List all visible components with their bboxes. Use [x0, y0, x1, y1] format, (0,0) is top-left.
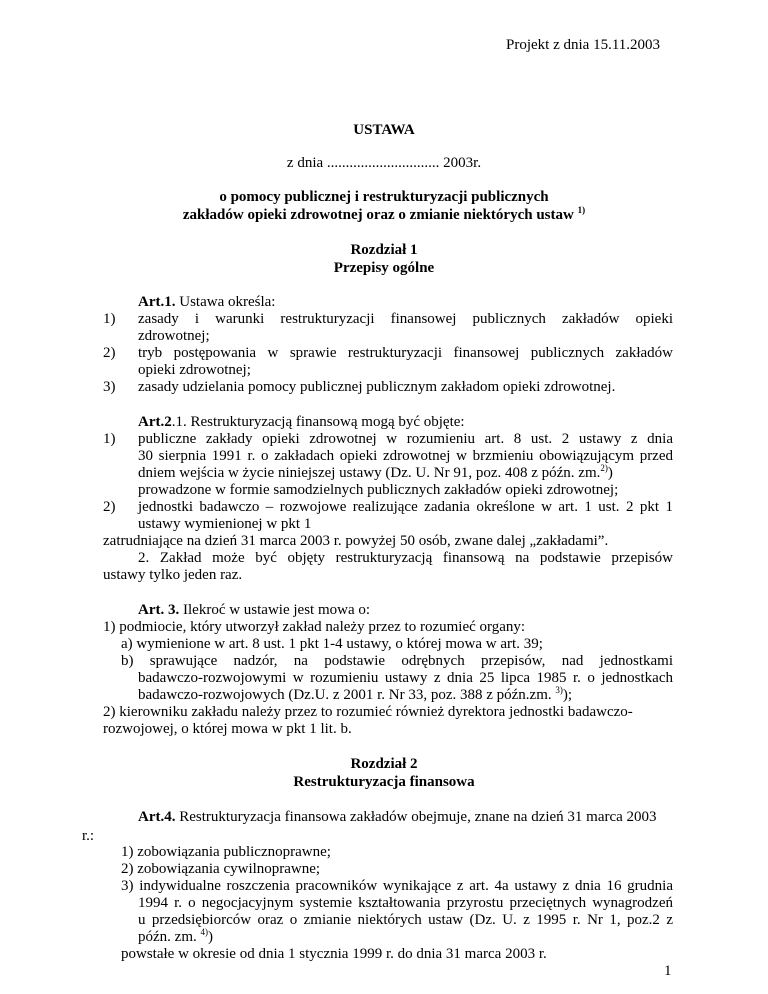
art-2-item-1-line-4: prowadzone w formie samodzielnych publicznych zakładów opieki zdrowotnej;: [138, 482, 619, 498]
art-2-item-1-line-1: publiczne zakłady opieki zdrowotnej w rozumieniu art. 8 ust. 2 ustawy z dnia: [138, 431, 673, 447]
art-1-item-3-line-1: zasady udzielania pomocy publicznej publicznym zakładom opieki zdrowotnej.: [138, 379, 616, 395]
art-1-item-2-num: 2): [103, 345, 116, 361]
art-1-item-1-num: 1): [103, 311, 116, 327]
page-number: 1: [664, 963, 672, 979]
footnote-ref: 1): [577, 205, 586, 215]
art-2-para-2-line-1: 2. Zakład może być objęty restrukturyzacją finansową na podstawie przepisów: [138, 550, 673, 566]
art-3-item-2-line-1: 2) kierowniku zakładu należy przez to rozumieć również dyrektora jednostki badawczo-: [103, 704, 633, 720]
art-1-item-2-line-1: tryb postępowania w sprawie restrukturyzacji finansowej publicznych zakładów: [138, 345, 673, 361]
chapter-2-number: Rozdział 2: [350, 756, 418, 772]
footnote-ref: 4): [200, 927, 208, 937]
art-4-item-3-line-1: 3) indywidualne roszczenia pracowników wynikające z art. 4a ustawy z dnia 16 grudnia: [121, 878, 673, 894]
art-3-item-b-line-3: badawczo-rozwojowych (Dz.U. z 2001 r. Nr 33, poz. 388 z późn.zm. $^{3)}$);: [138, 685, 573, 703]
act-subject-line-2: zakładów opieki zdrowotnej oraz o zmianie niektórych ustaw $^{1)}$: [182, 205, 586, 223]
art-2-tail: zatrudniające na dzień 31 marca 2003 r. powyżej 50 osób, zwane dalej „zakładami”.: [103, 533, 609, 549]
art-2-item-2-num: 2): [103, 499, 116, 515]
art-3-item-2-line-2: rozwojowej, o której mowa w pkt 1 lit. b.: [103, 721, 352, 737]
art-1-item-2-line-2: opieki zdrowotnej;: [138, 362, 251, 378]
art-1-item-3-num: 3): [103, 379, 116, 395]
art-4-tail: powstałe w okresie od dnia 1 stycznia 1999 r. do dnia 31 marca 2003 r.: [121, 946, 547, 962]
art-3-item-b-line-1: b) sprawujące nadzór, na podstawie odrębnych przepisów, nad jednostkami: [121, 653, 673, 669]
art-2-intro: Art.2.1. Restrukturyzacją finansową mogą być objęte:: [138, 414, 465, 430]
footnote-ref: 2): [600, 463, 608, 473]
art-4-intro: Art.4. Restrukturyzacja finansowa zakładów obejmuje, znane na dzień 31 marca 2003: [138, 809, 657, 825]
art-2-para-2-line-2: ustawy tylko jeden raz.: [103, 567, 243, 583]
art-1-item-1-line-1: zasady i warunki restrukturyzacji finansowej publicznych zakładów opieki: [138, 311, 673, 327]
art-4-intro-continued: r.:: [82, 828, 95, 844]
art-2-item-2-line-1: jednostki badawczo – rozwojowe realizujące zadania określone w art. 1 ust. 2 pkt 1: [138, 499, 673, 515]
chapter-1-number: Rozdział 1: [350, 242, 418, 258]
art-4-item-3-line-3: u przedsiębiorców oraz o zmianie niektórych ustaw (Dz. U. z 1995 r. Nr 1, poz.2 z: [138, 912, 673, 928]
art-4-item-2: 2) zobowiązania cywilnoprawne;: [121, 861, 321, 877]
act-title: USTAWA: [353, 122, 415, 138]
art-1-intro: Art.1. Ustawa określa:: [138, 294, 276, 310]
art-2-item-1-line-3: dniem wejścia w życie niniejszej ustawy (Dz. U. Nr 91, poz. 408 z późn. zm.$^{2)}$): [138, 463, 613, 481]
art-4-item-3-line-2: 1994 r. o negocjacyjnym systemie kształtowania przyrostu przeciętnych wynagrodzeń: [138, 895, 673, 911]
art-3-item-1: 1) podmiocie, który utworzył zakład należy przez to rozumieć organy:: [103, 619, 526, 635]
art-3-item-a: a) wymienione w art. 8 ust. 1 pkt 1-4 ustawy, o której mowa w art. 39;: [121, 636, 543, 652]
footnote-ref: 3): [555, 685, 563, 695]
chapter-2-name: Restrukturyzacja finansowa: [293, 774, 475, 790]
chapter-1-name: Przepisy ogólne: [333, 260, 435, 276]
act-subject-line-1: o pomocy publicznej i restrukturyzacji publicznych: [219, 189, 549, 205]
draft-note: Projekt z dnia 15.11.2003: [506, 37, 661, 53]
art-2-item-2-line-2: ustawy wymienionej w pkt 1: [138, 516, 312, 532]
art-2-item-1-line-2: 30 sierpnia 1991 r. o zakładach opieki zdrowotnej w brzmieniu obowiązującym przed: [138, 448, 673, 464]
art-3-intro: Art. 3. Ilekroć w ustawie jest mowa o:: [138, 602, 371, 618]
act-date-line: z dnia .............................. 2003r.: [286, 155, 482, 171]
art-4-item-3-line-4: późn. zm. $^{4)}$): [138, 927, 213, 945]
art-1-item-1-line-2: zdrowotnej;: [138, 328, 210, 344]
art-2-item-1-num: 1): [103, 431, 116, 447]
art-4-item-1: 1) zobowiązania publicznoprawne;: [121, 844, 331, 860]
art-3-item-b-line-2: badawczo-rozwojowymi w rozumieniu ustawy z dnia 25 lipca 1985 r. o jednostkach: [138, 670, 673, 686]
